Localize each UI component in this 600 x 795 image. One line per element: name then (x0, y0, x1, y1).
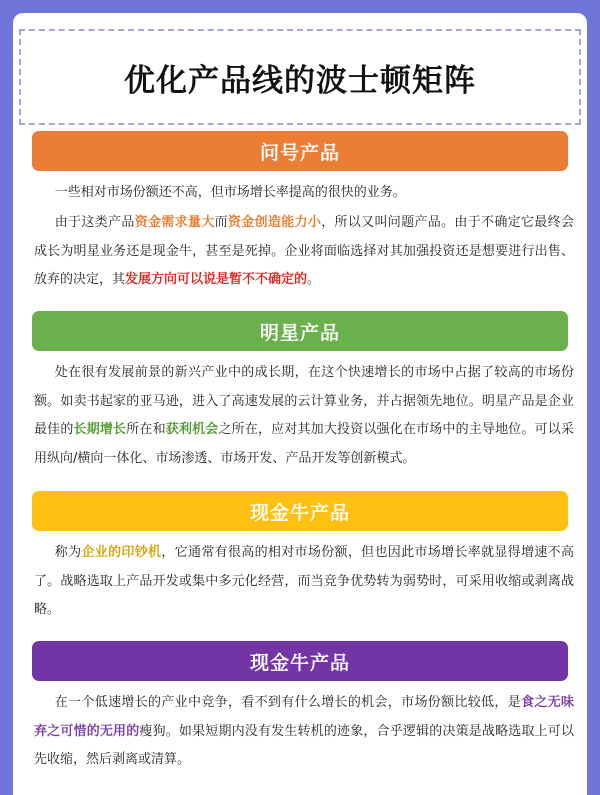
question-para-2 (34, 209, 574, 295)
dog-para (34, 689, 574, 775)
star-highlight-2: 获利机会 (165, 422, 219, 437)
page-title: 优化产品线的波士顿矩阵 (124, 62, 476, 99)
cash-cow-highlight: 企业的印钞机 (81, 545, 162, 560)
dog-text-2: 瘦狗。如果短期内没有发生转机的迹象，合乎逻辑的决策是战略选取上可以先收缩，然后剥离或清算。 (34, 723, 574, 767)
question-para-1 (34, 179, 574, 208)
dog-highlight: 食之无味弃之可惜的无用的 (34, 695, 574, 739)
question-para-1-text: 一些相对市场份额还不高，但市场增长率提高的很快的业务。 (54, 185, 406, 200)
star-para (34, 359, 574, 473)
star-text-1: 处在很有发展前景的新兴产业中的成长期，在这个快速增长的市场中占据了较高的市场份额。如卖书起家的亚马逊，进入了高速发展的云计算业务，并占据领先地位。明星产品是企业最佳的 (34, 365, 574, 437)
dog-text-1: 在一个低速增长的产业中竞争，看不到有什么增长的机会，市场份额比较低，是 (54, 695, 522, 710)
cash-cow-text-1: 称为 (54, 545, 82, 560)
cash-cow-text-2: ，它通常有很高的相对市场份额，但也因此市场增长率就显得增速不高了。战略选取上产品开发或集中多元化经营，而当竞争优势转为弱势时，可采用收缩或剥离战略。 (34, 545, 574, 617)
star-text-3: 之所在，应对其加大投资以强化在市场中的主导地位。可以采用纵向/横向一体化、市场渗透、市场开发、产品开发等创新模式。 (34, 422, 574, 466)
star-highlight-1: 长期增长 (73, 422, 127, 437)
question-highlight-3: 发展方向可以说是暂不不确定的 (125, 272, 308, 287)
section-header-cash-cow: 现金牛产品 (32, 491, 568, 531)
question-highlight-2: 资金创造能力小 (227, 215, 322, 230)
section-header-star: 明星产品 (32, 311, 568, 351)
question-text-1: 由于这类产品 (54, 215, 135, 230)
star-text-2: 所在和 (126, 422, 166, 437)
section-header-question: 问号产品 (32, 131, 568, 171)
question-text-4: 。 (307, 272, 321, 287)
title-box (19, 29, 581, 125)
question-text-3: ，所以又叫问题产品。由于不确定它最终会成长为明星业务还是现金牛，甚至是死掉。企业将面临选择对其加强投资还是想要进行出售、放弃的决定，其 (34, 215, 574, 287)
content-card (13, 13, 587, 795)
question-text-2: 而 (214, 215, 228, 230)
question-highlight-1: 资金需求量大 (134, 215, 215, 230)
section-header-dog: 现金牛产品 (32, 641, 568, 681)
cash-cow-para (34, 539, 574, 625)
